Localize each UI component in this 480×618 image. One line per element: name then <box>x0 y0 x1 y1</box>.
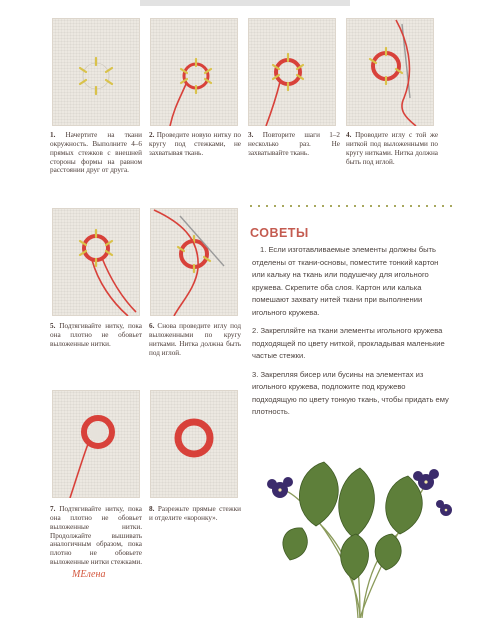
step-6-text: Снова проведите иглу под выложенными по кругу нитками. Нитка должна быть под иглой. <box>149 322 241 357</box>
tip-3: 3. Закрепляя бисер или бусины на элементах из игольного кружева, подложите под кружево подходящую по цвету тонкую ткань, чтобы придать ему плотность. <box>252 369 449 417</box>
violet-illustration <box>250 440 465 618</box>
tip-1: 1. Если изготавливаемые элементы должны быть отделены от ткани-основы, поместите тонкий картон или кальку на ткань или подушечку для игольного кружева. Скрепите оба слоя. Картон или калька помешают захвату нитей ткани при выполнении игольного кружева. <box>252 245 439 317</box>
step-5-photo <box>52 208 140 316</box>
step-2-text: Проведите новую нитку по кругу под стежками, не захватывая ткань. <box>149 131 242 157</box>
top-edge-strip <box>140 0 350 6</box>
step-4-photo <box>346 18 434 126</box>
step-7-text: Подтягивайте нитку, пока она плотно не обовьет выложенные нитки. Продолжайте вышивать аналогичным образом, пока плотно не обовьете выложенные нитки стежками. <box>50 505 143 567</box>
step-2-photo <box>150 18 238 126</box>
step-3-photo <box>248 18 336 126</box>
step-1-caption <box>50 131 142 175</box>
step-1-number: 1. <box>50 131 56 139</box>
step-5-caption <box>50 322 142 349</box>
step-5-text: Подтягивайте нитку, пока она плотно не обовьет выложенные нитки. <box>50 322 142 348</box>
dotted-divider <box>247 204 453 208</box>
signature: MЕлена <box>72 569 106 580</box>
step-8-number: 8. <box>149 505 155 513</box>
step-8-caption <box>149 505 241 523</box>
step-4-text: Проводите иглу с той же ниткой под выложенными по кругу нитками. Нитка должна быть под иглой. <box>346 131 439 166</box>
step-7-photo <box>52 390 140 498</box>
tips-list <box>252 244 450 425</box>
step-4-number: 4. <box>346 131 352 139</box>
step-7-number: 7. <box>50 505 56 513</box>
step-1-text: Начертите на ткани окружность. Выполните 4–6 прямых стежков с внешней стороны формы на равном расстоянии друг от друга. <box>50 131 142 175</box>
step-8-text: Разрежьте прямые стежки и отделите «коронку». <box>149 505 241 522</box>
step-3-caption <box>248 131 340 158</box>
step-6-photo <box>150 208 238 316</box>
step-2-number: 2. <box>149 131 155 139</box>
step-1-photo <box>52 18 140 126</box>
step-6-caption <box>149 322 241 357</box>
step-2-caption <box>149 131 241 158</box>
step-4-caption <box>346 131 438 166</box>
tip-2: 2. Закрепляйте на ткани элементы игольного кружева подходящей по цвету ниткой, прокладывая маленькие частые стежки. <box>252 326 445 361</box>
tips-title: СОВЕТЫ <box>250 226 309 240</box>
step-3-number: 3. <box>248 131 254 139</box>
step-7-caption <box>50 505 142 567</box>
step-5-number: 5. <box>50 322 56 330</box>
step-3-text: Повторите шаги 1–2 несколько раз. Не захватывайте ткань. <box>248 131 340 157</box>
step-8-photo <box>150 390 238 498</box>
step-6-number: 6. <box>149 322 155 330</box>
